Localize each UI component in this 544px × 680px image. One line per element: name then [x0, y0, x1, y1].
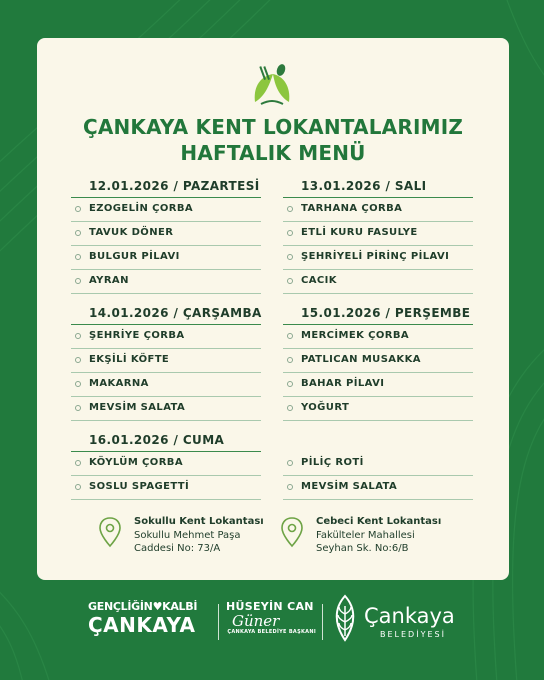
bullet-icon [75, 405, 81, 411]
day-section-wednesday [71, 306, 261, 421]
day-header [283, 433, 473, 447]
day-header: 16.01.2026 / CUMA [89, 433, 225, 447]
location-address [134, 529, 241, 555]
menu-item-label: MAKARNA [89, 378, 149, 389]
menu-item-label: YOĞURT [301, 402, 350, 413]
list-item [283, 397, 473, 421]
menu-item-label: TAVUK DÖNER [89, 227, 174, 238]
list-item [71, 373, 261, 397]
day-section-friday [71, 433, 261, 500]
mayor-title: ÇANKAYA BELEDİYE BAŞKANI [227, 629, 316, 635]
menu-item-label: ŞEHRİYELİ PİRİNÇ PİLAVI [301, 251, 450, 262]
list-item [71, 476, 261, 500]
menu-item-label: CACIK [301, 275, 337, 286]
list-item [71, 222, 261, 246]
heart-icon: ♥ [152, 600, 163, 613]
menu-item-label: PATLICAN MUSAKKA [301, 354, 421, 365]
slogan-word-1: GENÇLİĞİN [88, 600, 153, 613]
list-item [283, 222, 473, 246]
address-line-2: Seyhan Sk. No:6/B [316, 543, 409, 554]
day-header: 13.01.2026 / SALI [301, 179, 427, 193]
bullet-icon [75, 206, 81, 212]
bullet-icon [287, 278, 293, 284]
mayor-name: HÜSEYİN CAN [226, 600, 314, 613]
menu-item-label: MEVSİM SALATA [301, 481, 398, 492]
slogan-bottom: ÇANKAYA [88, 613, 196, 637]
menu-item-label: KÖYLÜM ÇORBA [89, 457, 183, 468]
menu-item-label: AYRAN [89, 275, 129, 286]
bullet-icon [287, 254, 293, 260]
bullet-icon [75, 460, 81, 466]
menu-item-label: EKŞİLİ KÖFTE [89, 354, 170, 365]
slogan-logo [88, 600, 214, 637]
municipality-name: Çankaya [364, 604, 455, 628]
day-section-thursday [283, 306, 473, 421]
location-pin-icon [98, 516, 122, 548]
municipality-subtitle: BELEDİYESİ [380, 630, 446, 639]
menu-item-label: MEVSİM SALATA [89, 402, 186, 413]
fork-spoon-leaf-icon [247, 62, 297, 106]
bullet-icon [75, 278, 81, 284]
bullet-icon [75, 333, 81, 339]
menu-item-label: MERCİMEK ÇORBA [301, 330, 410, 341]
list-item [283, 476, 473, 500]
day-header: 15.01.2026 / PERŞEMBE [301, 306, 471, 320]
bullet-icon [287, 381, 293, 387]
day-section-friday-continued [283, 433, 473, 500]
menu-item-label: ETLİ KURU FASULYE [301, 227, 418, 238]
slogan-top [88, 600, 214, 613]
bullet-icon [75, 484, 81, 490]
page-title [37, 114, 509, 166]
location-sokullu [98, 516, 278, 564]
bullet-icon [75, 381, 81, 387]
list-item [283, 452, 473, 476]
bullet-icon [75, 254, 81, 260]
bullet-icon [287, 230, 293, 236]
bullet-icon [287, 206, 293, 212]
menu-item-label: BAHAR PİLAVI [301, 378, 385, 389]
list-item [71, 270, 261, 294]
list-item [283, 373, 473, 397]
bullet-icon [75, 357, 81, 363]
menu-item-label: TARHANA ÇORBA [301, 203, 403, 214]
list-item [283, 270, 473, 294]
municipality-logo [330, 594, 470, 654]
list-item [283, 325, 473, 349]
bullet-icon [287, 333, 293, 339]
bullet-icon [287, 484, 293, 490]
title-line-1: ÇANKAYA KENT LOKANTALARIMIZ [82, 115, 464, 139]
bullet-icon [287, 405, 293, 411]
mayor-signature: Güner [232, 612, 280, 630]
list-item [283, 198, 473, 222]
list-item [71, 397, 261, 421]
bullet-icon [75, 230, 81, 236]
menu-item-label: ŞEHRİYE ÇORBA [89, 330, 185, 341]
menu-item-label: BULGUR PİLAVI [89, 251, 180, 262]
location-address [316, 529, 415, 555]
list-item [283, 349, 473, 373]
list-item [71, 349, 261, 373]
location-name: Sokullu Kent Lokantası [134, 516, 264, 527]
menu-item-label: EZOGELİN ÇORBA [89, 203, 194, 214]
list-item [71, 246, 261, 270]
list-item [71, 198, 261, 222]
day-section-tuesday [283, 179, 473, 294]
day-header: 14.01.2026 / ÇARŞAMBA [89, 306, 262, 320]
bullet-icon [287, 460, 293, 466]
location-name: Cebeci Kent Lokantası [316, 516, 442, 527]
bullet-icon [287, 357, 293, 363]
title-line-2: HAFTALIK MENÜ [180, 141, 366, 165]
list-item [71, 452, 261, 476]
menu-item-label: SOSLU SPAGETTİ [89, 481, 190, 492]
list-item [283, 246, 473, 270]
list-item [71, 325, 261, 349]
menu-item-label: PİLİÇ ROTİ [301, 457, 364, 468]
footer-divider [322, 604, 323, 640]
location-pin-icon [280, 516, 304, 548]
wheat-emblem-icon [330, 594, 360, 644]
day-header: 12.01.2026 / PAZARTESİ [89, 179, 260, 193]
address-line-2: Caddesi No: 73/A [134, 543, 221, 554]
address-line-1: Fakülteler Mahallesi [316, 530, 415, 541]
location-cebeci [280, 516, 460, 564]
footer-divider [218, 604, 219, 640]
mayor-signature-block [226, 600, 316, 635]
slogan-word-2: KALBİ [162, 600, 198, 613]
address-line-1: Sokullu Mehmet Paşa [134, 530, 241, 541]
day-section-monday [71, 179, 261, 294]
